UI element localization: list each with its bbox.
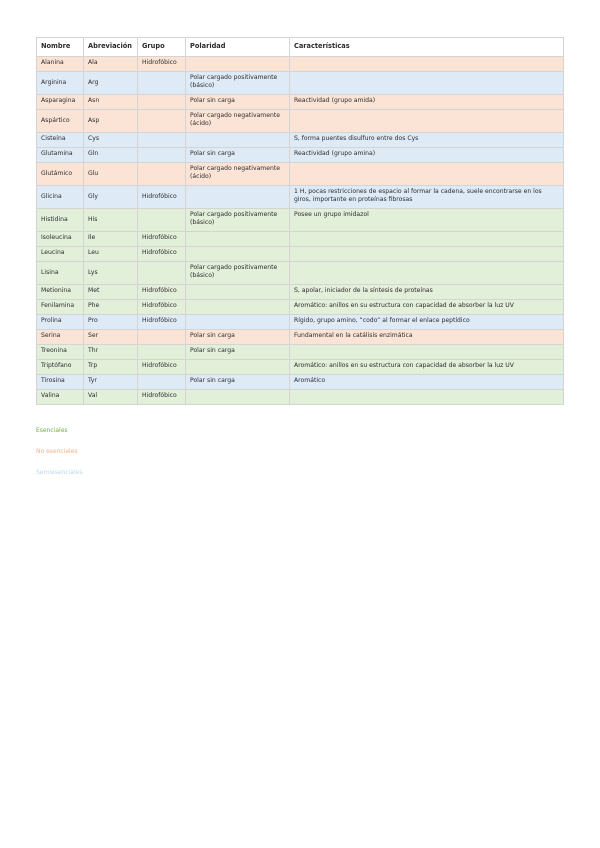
table-row	[37, 148, 564, 163]
cell-abreviacion: Ile	[84, 232, 138, 247]
cell-nombre: Cisteína	[37, 133, 84, 148]
cell-caracteristicas	[290, 232, 564, 247]
cell-grupo: Hidrofóbico	[138, 285, 186, 300]
cell-caracteristicas	[290, 110, 564, 133]
cell-abreviacion: Leu	[84, 247, 138, 262]
cell-caracteristicas: Rígido, grupo amino, “codo” al formar el enlace peptídico	[290, 315, 564, 330]
cell-grupo	[138, 163, 186, 186]
cell-grupo	[138, 72, 186, 95]
cell-abreviacion: Ala	[84, 57, 138, 72]
cell-polaridad	[186, 57, 290, 72]
cell-abreviacion: Glu	[84, 163, 138, 186]
cell-abreviacion: Thr	[84, 345, 138, 360]
cell-grupo: Hidrofóbico	[138, 300, 186, 315]
cell-polaridad: Polar sin carga	[186, 345, 290, 360]
cell-grupo	[138, 330, 186, 345]
cell-caracteristicas: Aromático: anillos en su estructura con capacidad de absorber la luz UV	[290, 360, 564, 375]
cell-abreviacion: Ser	[84, 330, 138, 345]
cell-nombre: Treonina	[37, 345, 84, 360]
amino-acid-table	[36, 37, 564, 405]
cell-polaridad: Polar cargado positivamente (básico)	[186, 262, 290, 285]
cell-caracteristicas: Aromático: anillos en su estructura con capacidad de absorber la luz UV	[290, 300, 564, 315]
cell-abreviacion: Met	[84, 285, 138, 300]
cell-nombre: Lisina	[37, 262, 84, 285]
cell-abreviacion: Gln	[84, 148, 138, 163]
cell-grupo	[138, 345, 186, 360]
cell-grupo: Hidrofóbico	[138, 390, 186, 405]
cell-polaridad: Polar cargado negativamente (ácido)	[186, 110, 290, 133]
cell-nombre: Histidina	[37, 209, 84, 232]
cell-nombre: Arginina	[37, 72, 84, 95]
cell-grupo	[138, 95, 186, 110]
table-row	[37, 133, 564, 148]
cell-polaridad	[186, 315, 290, 330]
cell-polaridad: Polar cargado positivamente (básico)	[186, 72, 290, 95]
table-row	[37, 163, 564, 186]
cell-polaridad	[186, 285, 290, 300]
table-row	[37, 375, 564, 390]
cell-abreviacion: Arg	[84, 72, 138, 95]
cell-caracteristicas	[290, 345, 564, 360]
table-body	[37, 57, 564, 405]
cell-nombre: Valina	[37, 390, 84, 405]
cell-grupo	[138, 209, 186, 232]
table-row	[37, 390, 564, 405]
cell-nombre: Glicina	[37, 186, 84, 209]
cell-caracteristicas: Reactividad (grupo amida)	[290, 95, 564, 110]
cell-grupo: Hidrofóbico	[138, 57, 186, 72]
cell-nombre: Tirosina	[37, 375, 84, 390]
cell-abreviacion: Phe	[84, 300, 138, 315]
table-header-row	[37, 38, 564, 57]
legend-no-esenciales: No esenciales	[36, 448, 78, 455]
cell-abreviacion: Pro	[84, 315, 138, 330]
table-row	[37, 247, 564, 262]
cell-abreviacion: Cys	[84, 133, 138, 148]
cell-grupo	[138, 375, 186, 390]
cell-polaridad	[186, 300, 290, 315]
cell-caracteristicas: S, apolar, iniciador de la síntesis de proteínas	[290, 285, 564, 300]
cell-nombre: Leucina	[37, 247, 84, 262]
cell-caracteristicas	[290, 72, 564, 95]
legend-esenciales: Esenciales	[36, 427, 68, 434]
cell-nombre: Aspártico	[37, 110, 84, 133]
header-caracteristicas: Características	[290, 38, 564, 57]
cell-abreviacion: Val	[84, 390, 138, 405]
legend-semiesenciales: Semiesenciales	[36, 469, 83, 476]
cell-nombre: Glutamina	[37, 148, 84, 163]
cell-caracteristicas: Aromático	[290, 375, 564, 390]
cell-caracteristicas	[290, 262, 564, 285]
table-row	[37, 360, 564, 375]
cell-abreviacion: Asp	[84, 110, 138, 133]
cell-caracteristicas: Posee un grupo imidazol	[290, 209, 564, 232]
header-polaridad: Polaridad	[186, 38, 290, 57]
cell-grupo	[138, 110, 186, 133]
cell-caracteristicas: Reactividad (grupo amina)	[290, 148, 564, 163]
cell-caracteristicas	[290, 247, 564, 262]
table-row	[37, 232, 564, 247]
cell-grupo	[138, 262, 186, 285]
cell-nombre: Triptófano	[37, 360, 84, 375]
cell-caracteristicas: 1 H, pocas restricciones de espacio al formar la cadena, suele encontrarse en los giros, importante en proteínas fibrosas	[290, 186, 564, 209]
table-row	[37, 262, 564, 285]
cell-abreviacion: Asn	[84, 95, 138, 110]
cell-caracteristicas: Fundamental en la catálisis enzimática	[290, 330, 564, 345]
cell-polaridad	[186, 133, 290, 148]
cell-nombre: Isoleucina	[37, 232, 84, 247]
cell-abreviacion: Trp	[84, 360, 138, 375]
cell-grupo	[138, 148, 186, 163]
cell-nombre: Serina	[37, 330, 84, 345]
cell-polaridad	[186, 360, 290, 375]
cell-polaridad	[186, 247, 290, 262]
table-row	[37, 315, 564, 330]
table-row	[37, 72, 564, 95]
cell-nombre: Metionina	[37, 285, 84, 300]
cell-nombre: Alanina	[37, 57, 84, 72]
cell-polaridad: Polar cargado positivamente (básico)	[186, 209, 290, 232]
cell-caracteristicas	[290, 163, 564, 186]
cell-nombre: Asparagina	[37, 95, 84, 110]
cell-polaridad	[186, 232, 290, 247]
table-row	[37, 300, 564, 315]
cell-nombre: Fenilamina	[37, 300, 84, 315]
header-abreviacion: Abreviación	[84, 38, 138, 57]
cell-polaridad	[186, 186, 290, 209]
cell-polaridad: Polar sin carga	[186, 330, 290, 345]
cell-grupo: Hidrofóbico	[138, 360, 186, 375]
cell-polaridad: Polar cargado negativamente (ácido)	[186, 163, 290, 186]
cell-polaridad: Polar sin carga	[186, 95, 290, 110]
table-row	[37, 330, 564, 345]
cell-polaridad	[186, 390, 290, 405]
cell-caracteristicas	[290, 57, 564, 72]
cell-polaridad: Polar sin carga	[186, 375, 290, 390]
cell-grupo: Hidrofóbico	[138, 232, 186, 247]
cell-nombre: Glutámico	[37, 163, 84, 186]
table-row	[37, 285, 564, 300]
cell-abreviacion: Lys	[84, 262, 138, 285]
cell-nombre: Prolina	[37, 315, 84, 330]
table-row	[37, 95, 564, 110]
header-grupo: Grupo	[138, 38, 186, 57]
table-row	[37, 209, 564, 232]
cell-polaridad: Polar sin carga	[186, 148, 290, 163]
table-row	[37, 186, 564, 209]
cell-grupo: Hidrofóbico	[138, 186, 186, 209]
cell-grupo	[138, 133, 186, 148]
table-row	[37, 345, 564, 360]
table-row	[37, 57, 564, 72]
cell-abreviacion: His	[84, 209, 138, 232]
cell-caracteristicas: S, forma puentes disulfuro entre dos Cys	[290, 133, 564, 148]
cell-abreviacion: Gly	[84, 186, 138, 209]
cell-grupo: Hidrofóbico	[138, 315, 186, 330]
cell-abreviacion: Tyr	[84, 375, 138, 390]
cell-grupo: Hidrofóbico	[138, 247, 186, 262]
header-nombre: Nombre	[37, 38, 84, 57]
cell-caracteristicas	[290, 390, 564, 405]
table-row	[37, 110, 564, 133]
